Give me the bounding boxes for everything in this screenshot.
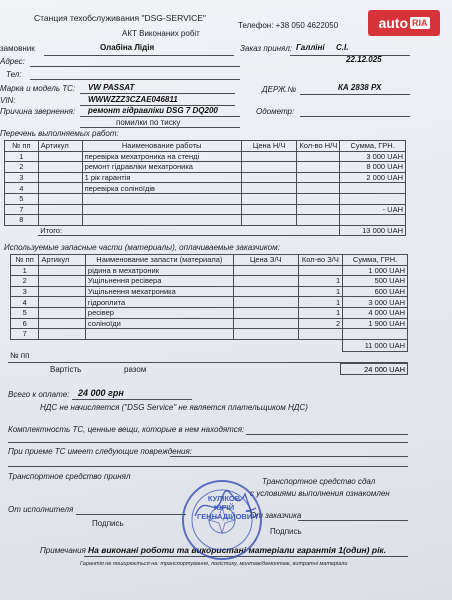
works-cell-sum: - UAH xyxy=(340,204,406,215)
works-cell-name xyxy=(82,193,241,204)
works-cell-name xyxy=(82,204,241,215)
parts-row xyxy=(11,329,408,340)
parts-cell-n: 3 xyxy=(11,286,39,297)
parts-cell-sum: 1 900 UAH xyxy=(343,318,408,329)
parts-total-row xyxy=(11,339,408,351)
station-phone: Телефон: +38 050 4622050 xyxy=(238,21,339,30)
reason-extra: помилки по тиску xyxy=(116,118,181,127)
from-executor: От исполнителя xyxy=(8,505,74,514)
parts-header-row xyxy=(11,255,408,266)
stamp-text: КУЛІКОВ ЮРІЙ ГЕННАДІЙОВИЧ xyxy=(197,494,258,521)
parts-cell-article xyxy=(39,265,86,276)
odometer-label: Одометр: xyxy=(256,107,295,116)
pay-value: 24 000 грн xyxy=(78,388,124,398)
parts-header-cell: Сумма, ГРН. xyxy=(343,255,408,266)
customer-value: Олабіна Лідія xyxy=(100,43,155,52)
works-cell-article xyxy=(38,215,82,226)
cost-label: Вартість xyxy=(50,365,82,374)
from-customer: От заказчика xyxy=(250,511,302,520)
make-label: Марка и модель ТС: xyxy=(0,84,76,93)
order-label: Заказ принял: xyxy=(240,44,293,53)
works-cell-article xyxy=(38,204,82,215)
works-cell-sum xyxy=(340,193,406,204)
works-cell-sum xyxy=(340,215,406,226)
works-cell-price xyxy=(241,215,297,226)
parts-cell-sum: 1 000 UAH xyxy=(343,265,408,276)
autoria-watermark xyxy=(368,10,440,36)
works-cell-qty xyxy=(297,151,340,162)
works-cell-sum: 3 000 UAH xyxy=(340,151,406,162)
works-cell-article xyxy=(38,172,82,183)
works-cell-name: ремонт гідравліки мехатроника xyxy=(82,162,241,173)
works-cell-n: 4 xyxy=(5,183,39,194)
works-header-cell: № пп xyxy=(5,141,39,152)
works-cell-n: 1 xyxy=(5,151,39,162)
works-cell-name: перевірка соліноїдів xyxy=(82,183,241,194)
works-row xyxy=(5,172,406,183)
parts-cell-price xyxy=(233,297,298,308)
works-total-row xyxy=(5,225,406,236)
parts-cell-name: гідроплита xyxy=(85,297,233,308)
cost-total-value: 24 000 UAH xyxy=(340,363,408,375)
works-cell-n: 7 xyxy=(5,204,39,215)
parts-cell-qty: 1 xyxy=(298,276,343,287)
damages-label: При приеме ТС имеет следующие повреждения: xyxy=(8,447,192,456)
parts-row xyxy=(11,307,408,318)
works-cell-price xyxy=(241,172,297,183)
act-title: АКТ Виконаних робіт xyxy=(122,29,200,38)
works-cell-name: 1 рік гарантія xyxy=(82,172,241,183)
parts-cell-price xyxy=(233,318,298,329)
parts-row xyxy=(11,265,408,276)
parts-cell-sum xyxy=(343,329,408,340)
address-label: Адрес: xyxy=(0,57,25,66)
parts-cell-name xyxy=(85,329,233,340)
parts-row xyxy=(11,276,408,287)
watermark-auto: auto xyxy=(378,15,409,31)
works-cell-qty xyxy=(297,193,340,204)
parts-header-cell: Цена З/Ч xyxy=(233,255,298,266)
make-value: VW PASSAT xyxy=(88,83,135,92)
parts-cell-qty xyxy=(298,329,343,340)
parts-cell-n: 7 xyxy=(11,329,39,340)
works-cell-name xyxy=(82,215,241,226)
parts-cell-price xyxy=(233,276,298,287)
parts-cell-qty: 1 xyxy=(298,307,343,318)
signature-scribble xyxy=(190,486,260,526)
parts-cell-name: рідина в мехатроник xyxy=(85,265,233,276)
parts-cell-price xyxy=(233,329,298,340)
parts-section-title: Используемые запасные части (материалы), оплачиваемые заказчиком: xyxy=(4,243,280,252)
agree-label: с условиями выполнения ознакомлен xyxy=(250,489,390,498)
parts-cell-sum: 4 000 UAH xyxy=(343,307,408,318)
works-header-cell: Цена Н/Ч xyxy=(241,141,297,152)
works-cell-qty xyxy=(297,183,340,194)
parts-header-cell: № пп xyxy=(11,255,39,266)
works-cell-qty xyxy=(297,204,340,215)
works-cell-price xyxy=(241,151,297,162)
small-print: Гарантія не поширюється на: транспортування, логістику, монтаж/демонтаж, витратні матеріали xyxy=(80,561,348,567)
vat-note: НДС не начисляется ("DSG Service" не является плательщиком НДС) xyxy=(40,403,308,412)
works-header-cell: Кол-во Н/Ч xyxy=(297,141,340,152)
order-initials: С.І. xyxy=(336,43,349,52)
works-cell-price xyxy=(241,204,297,215)
parts-cell-name: Ущільнення мехатроника xyxy=(85,286,233,297)
works-cell-n: 2 xyxy=(5,162,39,173)
tel-label: Тел: xyxy=(6,70,22,79)
reason-value: ремонт гідравліки DSG 7 DQ200 xyxy=(88,106,218,115)
note-value: На виконані роботи та використані матеріали гарантія 1(один) рік. xyxy=(88,545,387,555)
parts-cell-article xyxy=(39,318,86,329)
transport-accepted: Транспортное средство принял xyxy=(8,472,131,481)
parts-cell-article xyxy=(39,307,86,318)
parts-cell-qty: 2 xyxy=(298,318,343,329)
works-header-cell: Артикул xyxy=(38,141,82,152)
vin-value: WWWZZZ3CZAE046811 xyxy=(88,95,178,104)
parts-row xyxy=(11,318,408,329)
vin-label: VIN: xyxy=(0,96,16,105)
parts-cell-n: 4 xyxy=(11,297,39,308)
completeness-label: Комплектность ТС, ценные вещи, которые в нем находятся: xyxy=(8,425,245,434)
works-total-label: Итого: xyxy=(38,225,340,236)
signature-label-executor: Подпись xyxy=(92,519,124,528)
parts-cell-n: 2 xyxy=(11,276,39,287)
cost-mid: разом xyxy=(124,365,147,374)
works-row xyxy=(5,151,406,162)
works-row xyxy=(5,215,406,226)
parts-cell-n: 6 xyxy=(11,318,39,329)
parts-cell-price xyxy=(233,307,298,318)
parts-header-cell: Кол-во З/Ч xyxy=(298,255,343,266)
parts-cell-qty: 1 xyxy=(298,286,343,297)
parts-cell-qty xyxy=(298,265,343,276)
parts-cell-name: ресівер xyxy=(85,307,233,318)
transport-handed: Транспортное средство сдал xyxy=(262,477,376,486)
works-row xyxy=(5,183,406,194)
works-cell-qty xyxy=(297,162,340,173)
works-cell-qty xyxy=(297,215,340,226)
np-label: № пп xyxy=(10,351,30,360)
works-table xyxy=(4,140,406,236)
works-cell-sum: 2 000 UAH xyxy=(340,172,406,183)
parts-cell-price xyxy=(233,265,298,276)
works-cell-name: перевірка мехатроника на стенді xyxy=(82,151,241,162)
signature-label-customer: Подпись xyxy=(270,527,302,536)
works-cell-sum: 8 000 UAH xyxy=(340,162,406,173)
parts-row xyxy=(11,297,408,308)
parts-cell-qty: 1 xyxy=(298,297,343,308)
works-cell-n: 8 xyxy=(5,215,39,226)
parts-cell-name: Ущільнення ресівера xyxy=(85,276,233,287)
works-cell-article xyxy=(38,193,82,204)
works-header-cell: Сумма, ГРН. xyxy=(340,141,406,152)
customer-label: замовник xyxy=(0,44,35,53)
reg-value: КА 2838 РХ xyxy=(338,83,382,92)
parts-cell-article xyxy=(39,297,86,308)
works-row xyxy=(5,162,406,173)
works-cell-n: 5 xyxy=(5,193,39,204)
parts-header-cell: Наименование запасти (материала) xyxy=(85,255,233,266)
works-cell-n: 3 xyxy=(5,172,39,183)
parts-table xyxy=(10,254,408,352)
reg-label: ДЕРЖ.№ xyxy=(262,85,297,94)
parts-total-value: 11 000 UAH xyxy=(343,339,408,351)
parts-row xyxy=(11,286,408,297)
parts-cell-article xyxy=(39,276,86,287)
parts-cell-article xyxy=(39,329,86,340)
works-cell-price xyxy=(241,183,297,194)
reason-label: Причина звернення: xyxy=(0,107,76,116)
station-name: Станция техобслуживания "DSG-SERVICE" xyxy=(34,13,206,23)
parts-cell-article xyxy=(39,286,86,297)
parts-cell-sum: 500 UAH xyxy=(343,276,408,287)
order-value: Галліні xyxy=(296,43,325,52)
works-row xyxy=(5,193,406,204)
works-section-title: Перечень выполняемых работ: xyxy=(0,129,119,138)
works-header-row xyxy=(5,141,406,152)
works-cell-article xyxy=(38,183,82,194)
parts-cell-price xyxy=(233,286,298,297)
watermark-ria: RIA xyxy=(412,18,428,28)
works-cell-article xyxy=(38,151,82,162)
parts-cell-sum: 3 000 UAH xyxy=(343,297,408,308)
parts-cell-name: соліноїди xyxy=(85,318,233,329)
works-cell-price xyxy=(241,162,297,173)
works-cell-article xyxy=(38,162,82,173)
works-cell-price xyxy=(241,193,297,204)
parts-header-cell: Артикул xyxy=(39,255,86,266)
pay-label: Всего к оплате: xyxy=(8,390,70,399)
parts-cell-n: 1 xyxy=(11,265,39,276)
works-row xyxy=(5,204,406,215)
works-cell-qty xyxy=(297,172,340,183)
works-header-cell: Наименование работы xyxy=(82,141,241,152)
parts-cell-n: 5 xyxy=(11,307,39,318)
note-label: Примечания xyxy=(40,546,86,555)
order-date: 22.12.025 xyxy=(346,55,382,64)
parts-cell-sum: 600 UAH xyxy=(343,286,408,297)
works-total-value: 13 000 UAH xyxy=(340,225,406,236)
works-cell-sum xyxy=(340,183,406,194)
